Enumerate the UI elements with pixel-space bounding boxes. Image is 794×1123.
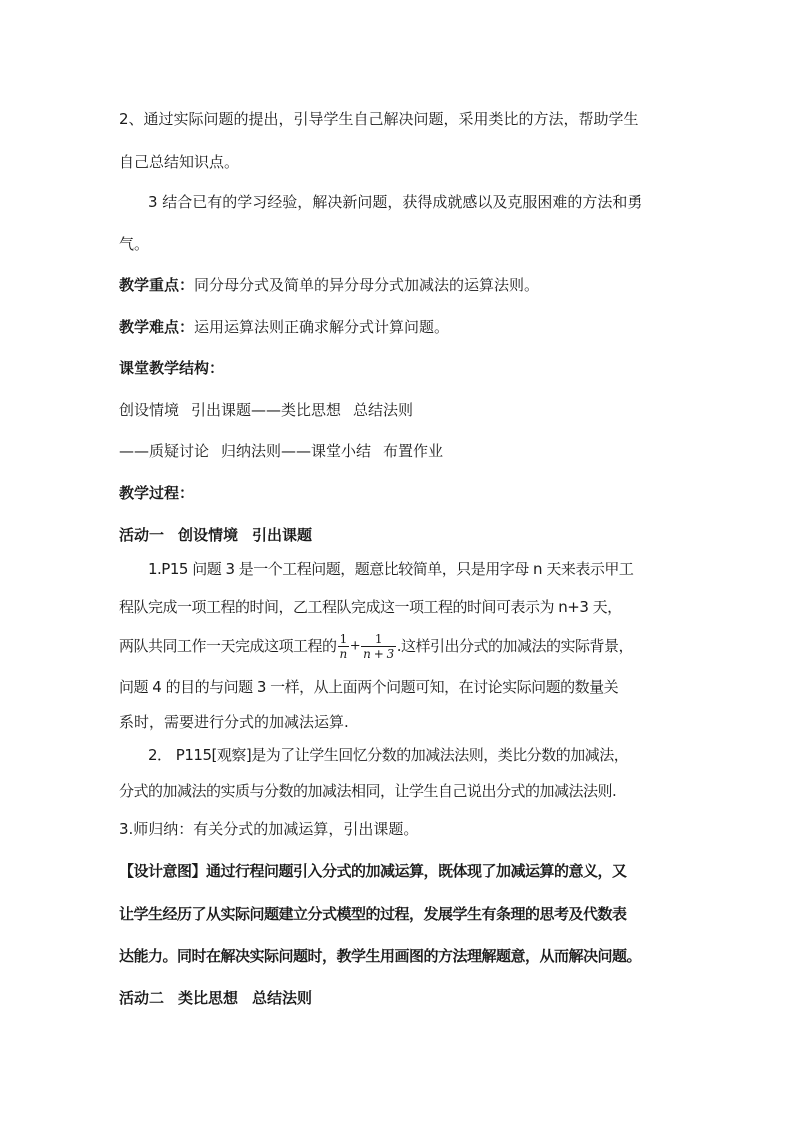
activity-1-p1-line-5: 系时，需要进行分式的加减法运算. (119, 713, 349, 731)
goal-3-line-1: 3 结合已有的学习经验，解决新问题，获得成就感以及克服困难的方法和勇 (148, 193, 643, 211)
design-intent-line-3: 达能力。同时在解决实际问题时，教学生用画图的方法理解题意，从而解决问题。 (119, 947, 642, 965)
fraction-1-over-n-plus-3 (361, 632, 396, 661)
fraction-1-over-n (338, 632, 349, 661)
fraction-1-numerator: 1 (338, 632, 349, 647)
activity-1-p1-line-3 (119, 629, 633, 664)
design-intent-line-2: 让学生经历了从实际问题建立分式模型的过程，发展学生有条理的思考及代数表 (119, 905, 627, 923)
structure-line-1 (119, 400, 413, 420)
activity-2-heading (119, 988, 312, 1008)
activity-2-title: 活动二 (119, 989, 165, 1007)
key-point (119, 275, 539, 295)
activity-1-p2-line-1: 2． P115[观察]是为了让学生回忆分数的加减法法则，类比分数的加减法， (148, 746, 629, 764)
activity-1-p1-line-2: 程队完成一项工程的时间，乙工程队完成这一项工程的时间可表示为 n+3 天， (119, 598, 622, 616)
activity-1-p2-line-2: 分式的加减法的实质与分数的加减法相同，让学生自己说出分式的加减法法则. (119, 782, 617, 800)
goal-2-line-1: 2、通过实际问题的提出，引导学生自己解决问题，采用类比的方法，帮助学生 (119, 110, 639, 128)
activity-1-p1-line-3b: .这样引出分式的加减法的实际背景， (396, 637, 633, 655)
fraction-1-denominator: n (339, 647, 347, 661)
activity-1-p1-line-1: 1.P15 问题 3 是一个工程问题，题意比较简单，只是用字母 n 天来表示甲工 (148, 560, 634, 578)
structure-line-2 (119, 441, 443, 461)
process-heading: 教学过程： (119, 484, 195, 502)
fraction-2-numerator: 1 (361, 632, 396, 647)
plus-sign: + (349, 638, 361, 654)
key-point-text: 同分母分式及简单的异分母分式加减法的运算法则。 (194, 276, 540, 294)
difficult-point-text: 运用运算法则正确求解分式计算问题。 (194, 318, 450, 336)
goal-3-line-2: 气。 (119, 235, 150, 253)
difficult-point (119, 317, 449, 337)
activity-1-p3: 3.师归纳：有关分式的加减运算，引出课题。 (119, 820, 419, 838)
design-intent-line-1: 【设计意图】通过行程问题引入分式的加减运算，既体现了加减运算的意义，又 (119, 862, 627, 880)
activity-1-title: 活动一 (119, 526, 165, 544)
structure-step-2: 引出课题——类比思想 (191, 401, 342, 419)
structure-step-5: 归纳法则——课堂小结 (221, 442, 372, 460)
activity-1-sub-2: 引出课题 (252, 526, 313, 544)
structure-step-4: ——质疑讨论 (119, 442, 210, 460)
activity-1-p1-line-3a: 两队共同工作一天完成这项工程的 (119, 637, 337, 655)
key-point-label: 教学重点： (119, 276, 195, 294)
difficult-point-label: 教学难点： (119, 318, 195, 336)
activity-1-p1-line-4: 问题 4 的目的与问题 3 一样，从上面两个问题可知，在讨论实际问题的数量关 (119, 678, 619, 696)
goal-2-line-2: 自己总结知识点。 (119, 153, 240, 171)
activity-2-sub-1: 类比思想 (178, 989, 239, 1007)
structure-step-1: 创设情境 (119, 401, 180, 419)
fraction-2-denominator: n + 3 (363, 647, 394, 661)
structure-step-6: 布置作业 (383, 442, 444, 460)
structure-heading: 课堂教学结构： (119, 359, 225, 377)
structure-step-3: 总结法则 (353, 401, 414, 419)
activity-1-heading (119, 525, 312, 545)
activity-1-sub-1: 创设情境 (178, 526, 239, 544)
activity-2-sub-2: 总结法则 (252, 989, 313, 1007)
